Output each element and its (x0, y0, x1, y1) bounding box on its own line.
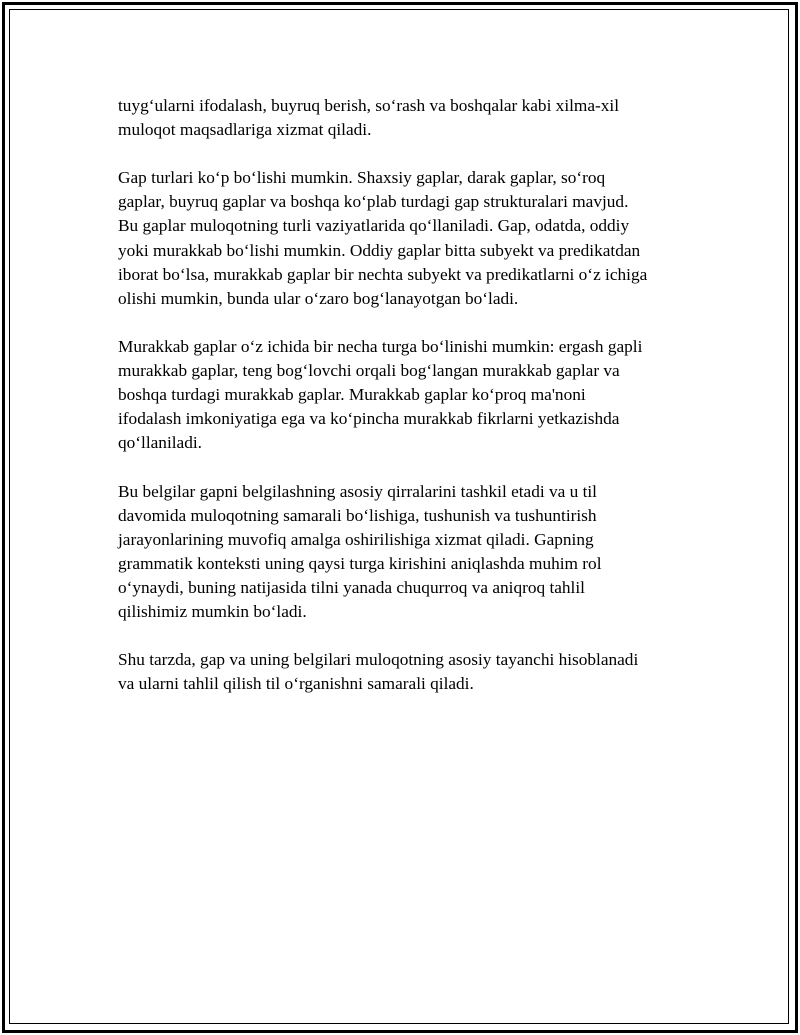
paragraph-1: tuyg‘ularni ifodalash, buyruq berish, so‘rash va boshqalar kabi xilma-xil muloqot maqsadlariga xizmat qiladi. (118, 96, 620, 140)
paragraph-4: Bu belgilar gapni belgilashning asosiy qirralarini tashkil etadi va u til davomida muloqotning samarali bo‘lishiga, tushunish va tushuntirish jarayonlarining muvofiq amalga oshirilishiga xizmat qiladi. Gapning grammatik konteksti uning qaysi turga kirishini aniqlashda muhim rol o‘ynaydi, buning natijasida tilni yanada chuqurroq va aniqroq tahlil qilishimiz mumkin bo‘ladi. (118, 481, 602, 621)
document-body (118, 94, 708, 720)
paragraph-5: Shu tarzda, gap va uning belgilari muloqotning asosiy tayanchi hisoblanadi va ularni tahlil qilish til o‘rganishni samarali qiladi. (118, 650, 639, 694)
paragraph-3: Murakkab gaplar o‘z ichida bir necha turga bo‘linishi mumkin: ergash gapli murakkab gaplar, teng bog‘lovchi orqali bog‘langan murakkab gaplar va boshqa turdagi murakkab gaplar. Murakkab gaplar ko‘proq ma'noni ifodalash imkoniyatiga ega va ko‘pincha murakkab fikrlarni yetkazishda qo‘llaniladi. (118, 336, 643, 453)
paragraph-2: Gap turlari ko‘p bo‘lishi mumkin. Shaxsiy gaplar, darak gaplar, so‘roq gaplar, buyruq gaplar va boshqa ko‘plab turdagi gap strukturalari mavjud. Bu gaplar muloqotning turli vaziyatlarida qo‘llaniladi. Gap, odatda, oddiy yoki murakkab bo‘lishi mumkin. Oddiy gaplar bitta subyekt va predikatdan iborat bo‘lsa, murakkab gaplar bir nechta subyekt va predikatlarni o‘z ichiga olishi mumkin, bunda ular o‘zaro bog‘lanayotgan bo‘ladi. (118, 168, 648, 308)
